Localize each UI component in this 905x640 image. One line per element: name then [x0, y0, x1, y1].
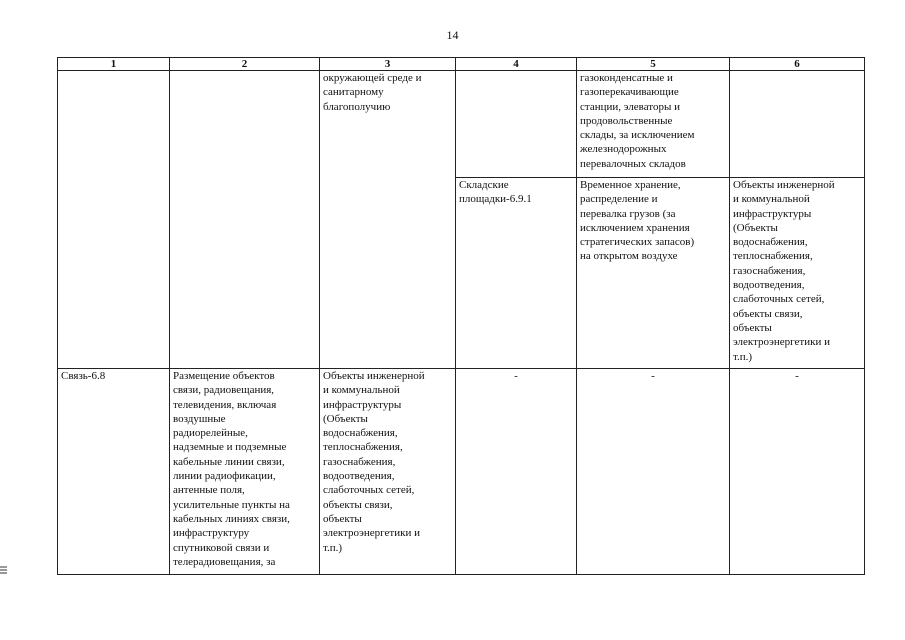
land-use-table — [57, 57, 865, 575]
cell-row3-col2: Размещение объектов связи, радиовещания, телевидения, включая воздушные радиорелейные, надземные и подземные кабельные линии связи, линии радиофикации, антенные поля, усилительные пункты на кабельных линиях связи, инфраструктуру спутниковой связи и телерадиовещания, за — [170, 369, 320, 575]
column-header-4: 4 — [456, 58, 577, 71]
cell-row3-col6: - — [730, 369, 865, 575]
cell-row1-col5: газоконденсатные и газоперекачивающие станции, элеваторы и продовольственные склады, за исключением железнодорожных перевалочных складов — [577, 71, 730, 178]
cell-row3-col5: - — [577, 369, 730, 575]
cell-row1-col1 — [58, 71, 170, 369]
cell-row1-col2 — [170, 71, 320, 369]
cell-row3-col1: Связь-6.8 — [58, 369, 170, 575]
cell-row1-col6 — [730, 71, 865, 178]
cell-row2-col6: Объекты инженерной и коммунальной инфраструктуры (Объекты водоснабжения, теплоснабжения, газоснабжения, водоотведения, слаботочных сетей, объекты связи, объекты электроэнергетики и т.п.) — [730, 178, 865, 369]
page-number: 14 — [446, 28, 459, 42]
cell-row2-col5: Временное хранение, распределение и перевалка грузов (за исключением хранения стратегических запасов) на открытом воздухе — [577, 178, 730, 369]
cell-row1-col4 — [456, 71, 577, 178]
table-row — [58, 369, 865, 575]
cell-row2-col4: Складские площадки-6.9.1 — [456, 178, 577, 369]
cell-row3-col3: Объекты инженерной и коммунальной инфраструктуры (Объекты водоснабжения, теплоснабжения, газоснабжения, водоотведения, слаботочных сетей, объекты связи, объекты электроэнергетики и т.п.) — [320, 369, 456, 575]
cell-row1-col3: окружающей среде и санитарному благополучию — [320, 71, 456, 369]
cell-row3-col4: - — [456, 369, 577, 575]
column-header-2: 2 — [170, 58, 320, 71]
table-row — [58, 71, 865, 178]
column-header-3: 3 — [320, 58, 456, 71]
column-header-6: 6 — [730, 58, 865, 71]
table-header-row — [58, 58, 865, 71]
column-header-5: 5 — [577, 58, 730, 71]
scan-margin-mark-icon — [0, 566, 8, 574]
column-header-1: 1 — [58, 58, 170, 71]
